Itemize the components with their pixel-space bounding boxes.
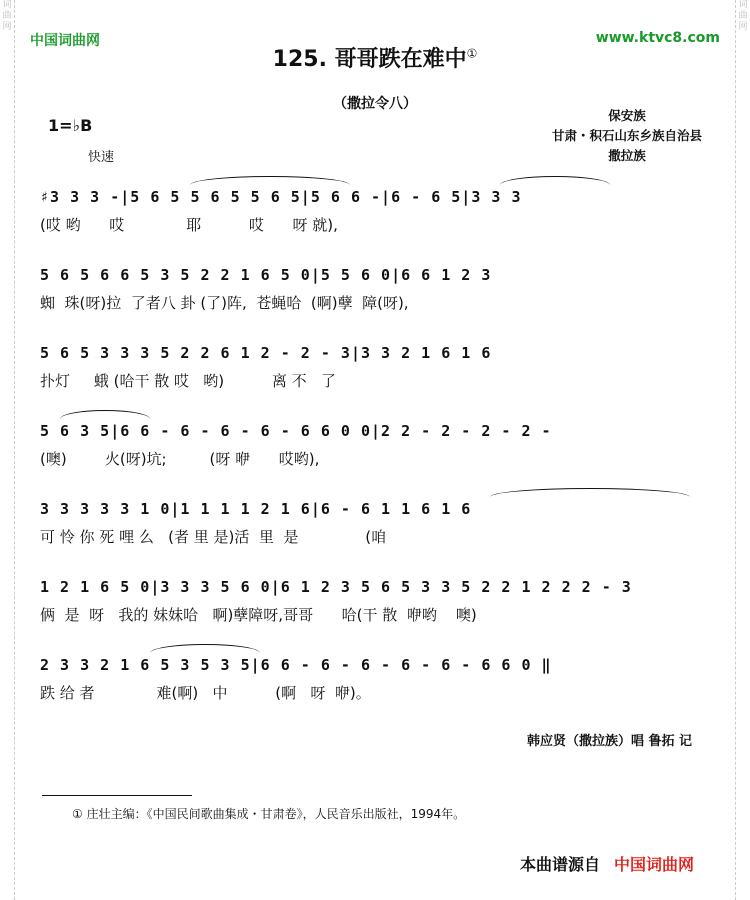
footnote: ① 庄壮主编：《中国民间歌曲集成・甘肃卷》，人民音乐出版社，1994年。 <box>72 807 466 821</box>
slur-arc <box>490 488 690 497</box>
score-row <box>40 576 700 626</box>
score-row <box>40 186 700 236</box>
slur-arc <box>150 644 260 653</box>
watermark-text: 词 曲 网 <box>2 0 12 32</box>
source-label: 本曲谱源自 <box>520 855 601 874</box>
lyric-line: (哎 哟 哎 耶 哎 呀 就), <box>40 216 338 234</box>
origin-line: 甘肃・积石山东乡族自治县 <box>551 128 702 143</box>
song-origin <box>552 106 702 166</box>
score-row <box>40 342 700 392</box>
song-title: 125. 哥哥跌在难中 <box>272 47 467 72</box>
site-url-link[interactable]: www.ktvc8.com <box>595 30 720 46</box>
source-line <box>520 852 694 875</box>
notation-line: 2 3 3 2 1 6 5 3 5 3 5|6 6 - 6 - 6 - 6 - 6 - 6 6 0 ‖ <box>40 656 552 674</box>
tempo-marking: 快速 <box>88 150 115 165</box>
footnote-divider <box>42 795 192 796</box>
notation-line: 5 6 3 5|6 6 - 6 - 6 - 6 - 6 6 0 0|2 2 - 2 - 2 - 2 - <box>40 422 552 440</box>
lyric-line: (噢) 火(呀)坑; (呀 咿 哎哟), <box>40 450 320 468</box>
watermark-text: 词 曲 网 <box>738 0 748 32</box>
song-subtitle: （撒拉令八） <box>333 96 417 112</box>
lyric-line: 俩 是 呀 我的 妹妹哈 啊)孽障呀,哥哥 哈(干 散 咿哟 噢) <box>40 606 477 624</box>
score-row <box>40 498 700 548</box>
notation-line: 5 6 5 6 6 5 3 5 2 2 1 6 5 0|5 5 6 0|6 6 1 2 3 <box>40 266 492 284</box>
footnote-mark: ① <box>466 46 478 61</box>
slur-arc <box>60 410 150 419</box>
slur-arc <box>190 176 350 185</box>
notation-line: ♯3 3 3 -|5 6 5 5 6 5 5 6 5|5 6 6 -|6 - 6 5|3 3 3 <box>40 188 522 206</box>
source-site-link[interactable]: 中国词曲网 <box>614 855 695 874</box>
notation-line: 5 6 5 3 3 3 5 2 2 6 1 2 - 2 - 3|3 3 2 1 6 1 6 <box>40 344 492 362</box>
lyric-line: 蜘 珠(呀)拉 了者八 卦 (了)阵, 苍蝇哈 (啊)孽 障(呀), <box>40 294 409 312</box>
notation-line: 3 3 3 3 3 1 0|1 1 1 1 2 1 6|6 - 6 1 1 6 1 6 <box>40 500 472 518</box>
lyric-line: 跌 给 者 难(啊) 中 (啊 呀 咿)。 <box>40 684 371 702</box>
slur-arc <box>500 176 610 185</box>
key-signature: 1=♭B <box>48 116 93 135</box>
origin-line: 撒拉族 <box>608 148 646 163</box>
score-row <box>40 420 700 470</box>
score-row <box>40 654 700 704</box>
lyric-line: 扑灯 蛾 (哈干 散 哎 哟) 离 不 了 <box>40 372 336 390</box>
notation-line: 1 2 1 6 5 0|3 3 3 5 6 0|6 1 2 3 5 6 5 3 3 5 2 2 1 2 2 2 - 3 <box>40 578 632 596</box>
score-row <box>40 264 700 314</box>
right-watermark-strip <box>735 0 750 900</box>
performer-credit: 韩应贤（撒拉族）唱 鲁拓 记 <box>526 734 692 749</box>
site-name-link[interactable]: 中国词曲网 <box>30 33 100 49</box>
lyric-line: 可 怜 你 死 哩 么 (者 里 是)活 里 是 (咱 <box>40 528 387 546</box>
page-title <box>0 42 750 73</box>
left-watermark-strip <box>0 0 15 900</box>
origin-line: 保安族 <box>608 108 646 123</box>
